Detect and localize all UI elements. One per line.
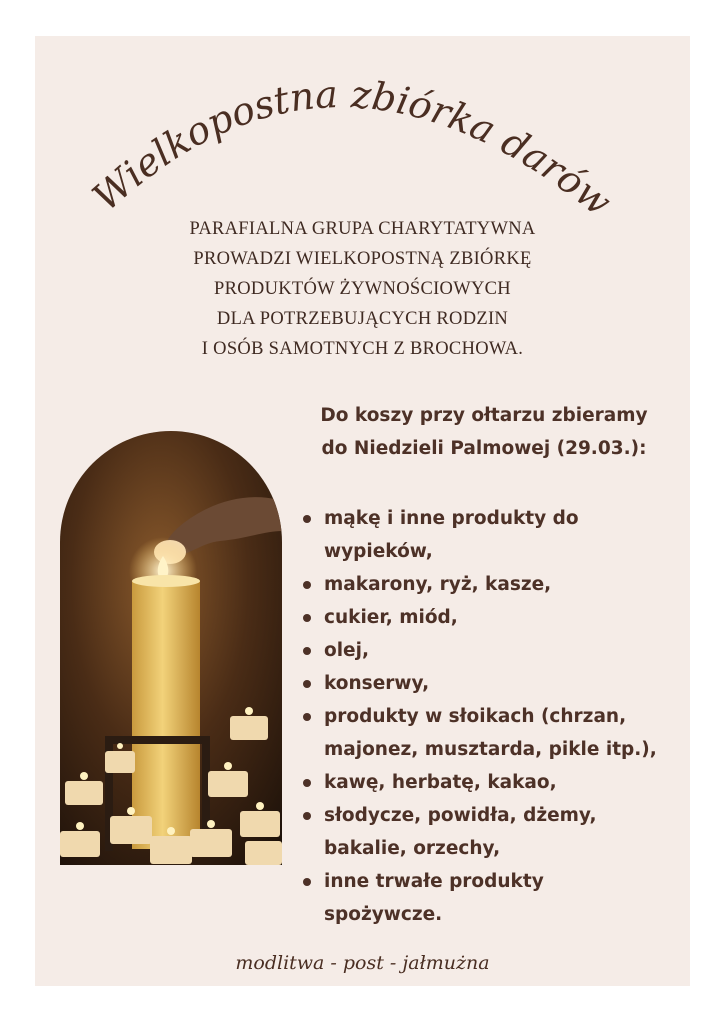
candle-photo: [60, 431, 282, 865]
bullet-icon: [303, 581, 311, 589]
bullet-icon: [303, 713, 311, 721]
list-item: [300, 634, 690, 667]
list-item: [300, 502, 690, 568]
bullet-icon: [303, 878, 311, 886]
list-item: [300, 865, 690, 931]
item-line: wypieków,: [324, 541, 433, 562]
bullet-icon: [303, 812, 311, 820]
item-line: mąkę i inne produkty do: [324, 508, 579, 529]
item-line: makarony, ryż, kasze,: [324, 574, 552, 595]
list-item: [300, 766, 690, 799]
item-line: inne trwałe produkty: [324, 871, 544, 892]
subheading-line: do Niedzieli Palmowej (29.03.):: [321, 438, 647, 459]
intro-paragraph: [35, 214, 690, 364]
intro-line: PRODUKTÓW ŻYWNOŚCIOWYCH: [214, 279, 511, 299]
list-item: [300, 601, 690, 634]
item-line: majonez, musztarda, pikle itp.),: [324, 739, 657, 760]
bullet-icon: [303, 779, 311, 787]
bullet-icon: [303, 680, 311, 688]
title-text: [84, 72, 620, 224]
item-line: bakalie, orzechy,: [324, 838, 501, 859]
item-line: kawę, herbatę, kakao,: [324, 772, 557, 793]
intro-line: I OSÓB SAMOTNYCH Z BROCHOWA.: [201, 339, 524, 359]
intro-line: PARAFIALNA GRUPA CHARYTATYWNA: [189, 219, 536, 239]
footer-motto: modlitwa - post - jałmużna: [235, 952, 490, 974]
candle-illustration: [60, 431, 282, 865]
list-item: [300, 700, 690, 766]
bullet-icon: [303, 647, 311, 655]
bullet-icon: [303, 614, 311, 622]
item-line: produkty w słoikach (chrzan,: [324, 706, 627, 727]
item-line: olej,: [324, 640, 369, 661]
item-line: słodycze, powidła, dżemy,: [324, 805, 597, 826]
intro-line: DLA POTRZEBUJĄCYCH RODZIN: [216, 309, 509, 329]
collection-subheading: [288, 399, 680, 465]
poster: [35, 36, 690, 986]
list-item: [300, 799, 690, 865]
bullet-icon: [303, 515, 311, 523]
intro-line: PROWADZI WIELKOPOSTNĄ ZBIÓRKĘ: [193, 249, 532, 269]
donation-items-list: [300, 502, 690, 931]
item-line: cukier, miód,: [324, 607, 458, 628]
list-item: [300, 568, 690, 601]
item-line: konserwy,: [324, 673, 430, 694]
item-line: spożywcze.: [324, 904, 443, 925]
list-item: [300, 667, 690, 700]
subheading-line: Do koszy przy ołtarzu zbieramy: [320, 405, 648, 426]
title-textpath: Wielkopostna zbiórka darów: [84, 72, 620, 225]
